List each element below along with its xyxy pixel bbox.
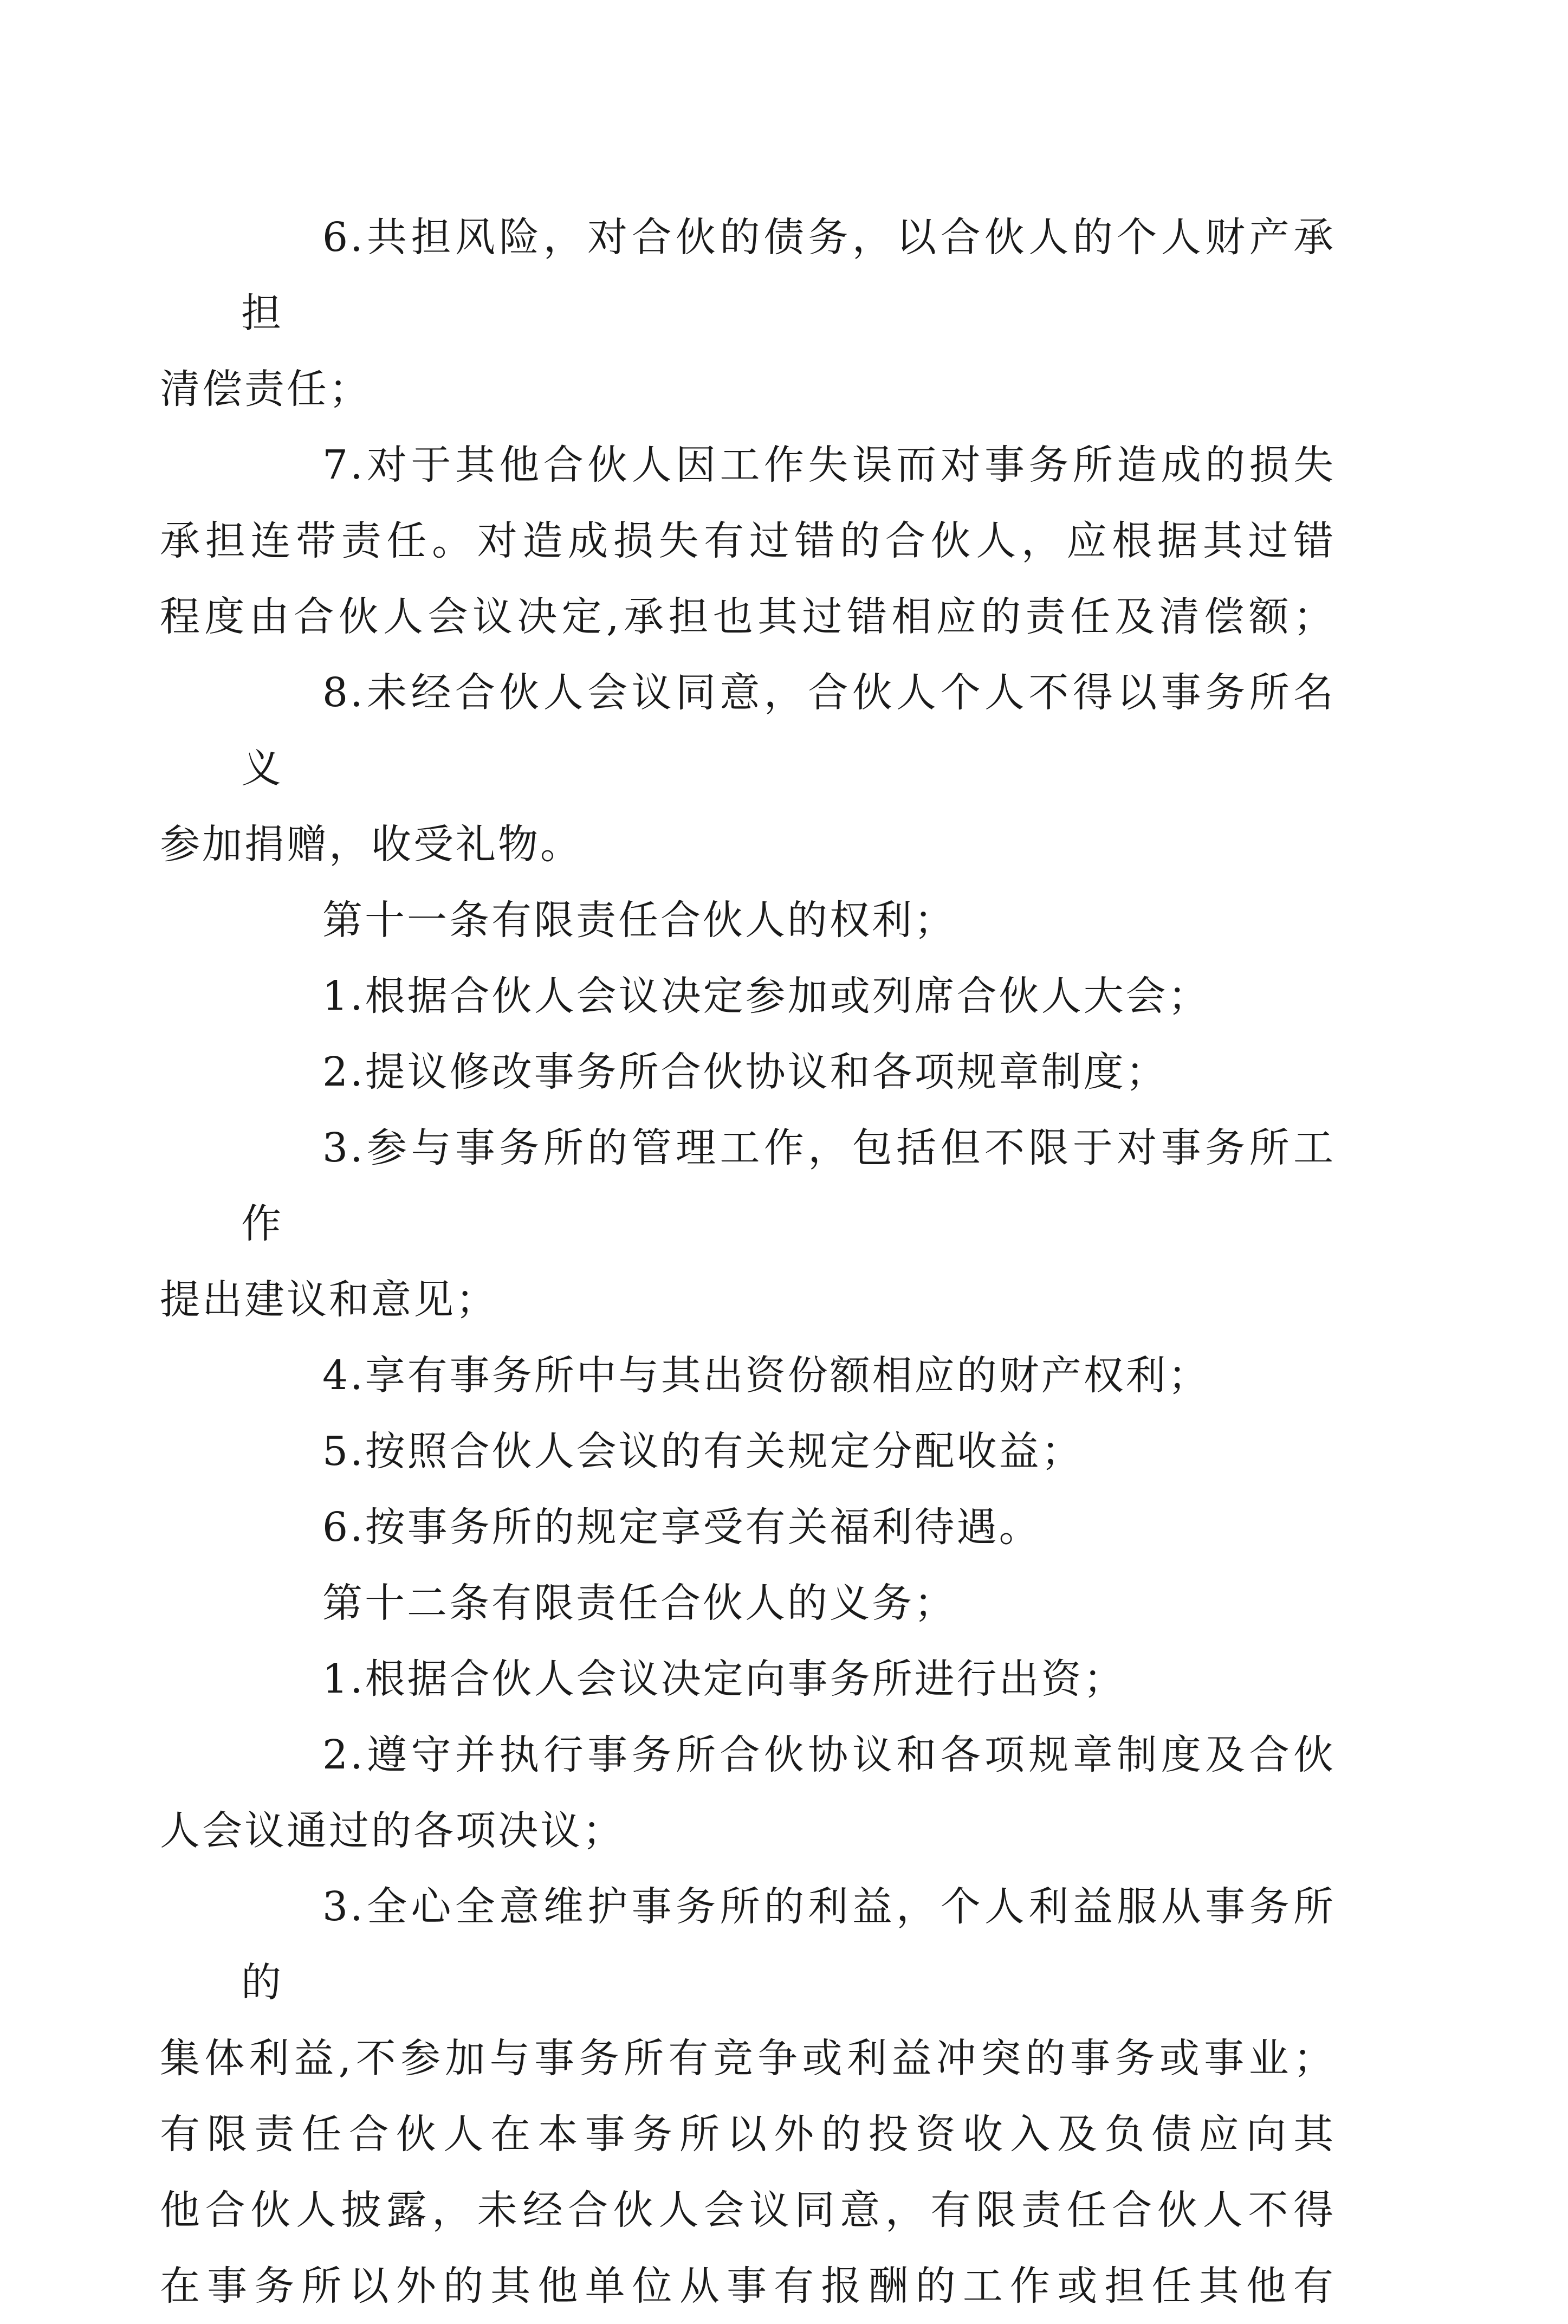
list-item-rights-6 <box>241 1489 1336 1565</box>
text-line: 在事务所以外的其他单位从事有报酬的工作或担任其他有 <box>160 2263 1336 2309</box>
text-line: 4.享有事务所中与其出资份额相应的财产权利； <box>322 1352 1210 1399</box>
paragraph-clause-6 <box>160 199 1336 427</box>
text-line: 程度由合伙人会议决定,承担也其过错相应的责任及清偿额； <box>160 593 1336 640</box>
text-line: 第十一条有限责任合伙人的权利； <box>322 897 956 944</box>
text-line: 3.参与事务所的管理工作，包括但不限于对事务所工作 <box>241 1125 1336 1247</box>
text-line: 他合伙人披露，未经合伙人会议同意，有限责任合伙人不得 <box>160 2187 1336 2233</box>
paragraph-clause-8 <box>160 655 1336 882</box>
text-line: 1.根据合伙人会议决定参加或列席合伙人大会； <box>322 973 1210 1019</box>
text-line: 第十二条有限责任合伙人的义务； <box>322 1580 956 1626</box>
text-line: 6.按事务所的规定享受有关福利待遇。 <box>322 1504 1041 1551</box>
list-item-rights-4 <box>241 1338 1336 1413</box>
text-line: 参加捐赠，收受礼物。 <box>160 821 582 868</box>
text-line: 7.对于其他合伙人因工作失误而对事务所造成的损失 <box>322 442 1336 488</box>
list-item-rights-1 <box>241 958 1336 1034</box>
list-item-duties-2 <box>160 1717 1336 1869</box>
text-line: 8.未经合伙人会议同意，合伙人个人不得以事务所名义 <box>241 669 1336 792</box>
list-item-rights-5 <box>241 1413 1336 1489</box>
text-line: 提出建议和意见； <box>160 1276 498 1323</box>
article-11-heading <box>241 882 1336 958</box>
list-item-rights-2 <box>241 1034 1336 1110</box>
document-body <box>160 199 1336 2324</box>
text-line: 5.按照合伙人会议的有关规定分配收益； <box>322 1428 1084 1475</box>
text-line: 有限责任合伙人在本事务所以外的投资收入及负债应向其 <box>160 2111 1336 2158</box>
article-12-heading <box>241 1565 1336 1641</box>
text-line: 1.根据合伙人会议决定向事务所进行出资； <box>322 1656 1126 1702</box>
list-item-duties-3 <box>160 1869 1336 2324</box>
list-item-duties-1 <box>241 1641 1336 1717</box>
text-line: 2.提议修改事务所合伙协议和各项规章制度； <box>322 1049 1168 1095</box>
list-item-rights-3 <box>160 1110 1336 1338</box>
text-line: 2.遵守并执行事务所合伙协议和各项规章制度及合伙 <box>322 1732 1336 1778</box>
text-line: 6.共担风险，对合伙的债务，以合伙人的个人财产承担 <box>241 214 1336 337</box>
paragraph-clause-7 <box>160 427 1336 655</box>
text-line: 3.全心全意维护事务所的利益，个人利益服从事务所的 <box>241 1883 1336 2006</box>
text-line: 清偿责任； <box>160 366 371 412</box>
text-line: 集体利益,不参加与事务所有竞争或利益冲突的事务或事业； <box>160 2035 1336 2082</box>
text-line: 承担连带责任。对造成损失有过错的合伙人，应根据其过错 <box>160 518 1336 564</box>
text-line: 人会议通过的各项决议； <box>160 1807 625 1854</box>
